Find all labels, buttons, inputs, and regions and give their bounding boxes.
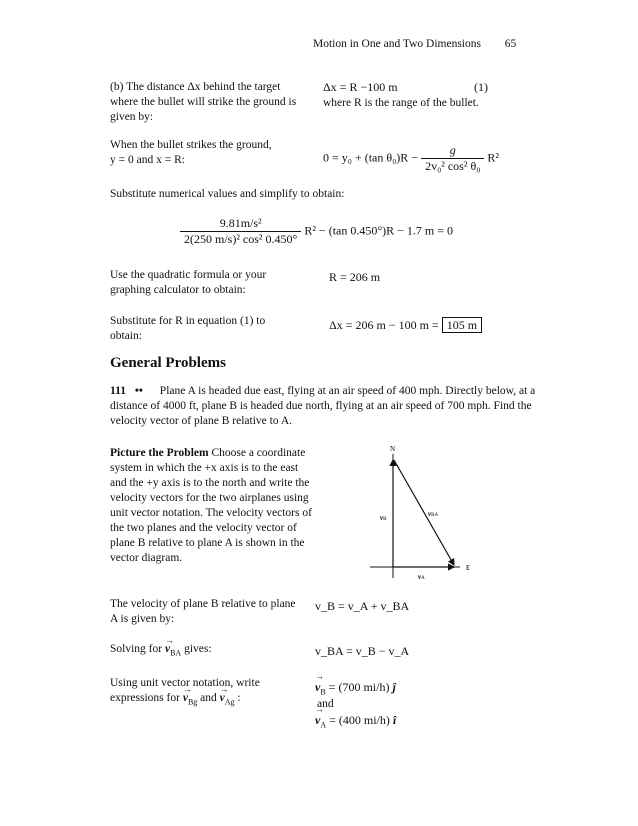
vag-symbol: → v [220,691,225,706]
unit-vector-label: Using unit vector notation, write expressions for → $v_{Bg}$ and → $v_{Ag}$ : [110,676,300,709]
problem-111 [110,384,536,429]
east-label: E [466,564,471,572]
rel-velocity-equation: v_B = v_A + v_BA [315,599,410,613]
part-b-equation: Δx = R −100 m [323,80,398,94]
vbg-symbol: → v [183,691,188,706]
numeric-equation: $\frac{\text{9.81m/s²}}{\text{2(250 m/s)² cos² 0.450°}}$ R² − (tan 0.450°)R − 1.7 m = 0 [180,216,453,247]
and-connector: and [317,698,334,710]
final-label: Substitute for R in equation (1) to obtain: [110,315,266,342]
quadratic-label: Use the quadratic formula or your graphing calculator to obtain: [110,269,267,296]
difficulty-bullets: •• [134,385,143,397]
trajectory-equation: 0 = y₀ + (tan θ₀)R − $\frac{g}{\text{2v₀² cos² θ₀}}$ R² [323,143,499,173]
strike-label: When the bullet strikes the ground, y = 0 and x = R: [110,139,272,166]
picture-the-problem [110,446,312,566]
vector-diagram [350,440,490,585]
page-number: 65 [504,38,517,50]
vb-unit-equation: → $v_B = (700$ mi/h) ĵ [315,680,396,696]
solving-equation: v_BA = v_B − v_A [315,644,410,658]
va-label: vA [418,573,425,581]
section-title: General Problems [110,355,226,371]
range-result: R = 206 m [329,270,381,284]
vector-ba-arrow [394,460,454,565]
vba-label: vBA [428,510,439,518]
j-hat: ĵ [392,680,396,694]
picture-heading: Picture the Problem [110,447,209,459]
final-equation: Δx = 206 m − 100 m = 105 m [329,318,482,333]
header-title: Motion in One and Two Dimensions [313,38,481,50]
rel-velocity-label: The velocity of plane B relative to plane A is given by: [110,598,296,625]
solving-label: Solving for → $v_{BA}$ gives: [110,642,212,660]
numeric-fraction: $\frac{\text{9.81m/s²}}{\text{2(250 m/s)² cos² 0.450°}}$ [180,216,301,247]
vba-symbol: → v [165,642,170,657]
va-unit-equation: → $v_A = (400$ mi/h) î [315,713,396,729]
north-label: N [390,445,396,453]
part-b-label: (b) The distance Δx behind the target where the bullet will strike the ground is given by: [110,81,297,123]
part-b-note: where R is the range of the bullet. [323,97,479,109]
page-header [313,37,516,52]
trajectory-fraction: $\frac{g}{\text{2v₀² cos² θ₀}}$ [421,143,484,174]
problem-text: Plane A is headed due east, flying at an air speed of 400 mph. Directly below, at a distance of 4000 ft, plane B is headed due north, flying at an air speed of 700 mph. Find the velocity vector of plane B relative to A. [110,385,536,427]
answer-box: 105 m [442,317,482,333]
vb-label: vB [380,514,387,522]
equation-number: (1) [474,80,488,94]
picture-text: Choose a coordinate system in which the +x axis is to the east and the +y axis is to the north and write the velocity vectors for the two airplanes using unit vector notation. The velocity vectors of the two planes and the velocity vector of plane B relative to plane A is shown in the vector diagram. [110,447,312,564]
i-hat: î [392,713,397,727]
substitute-label: Substitute numerical values and simplify to obtain: [110,188,345,200]
problem-number: 111 [110,385,126,397]
